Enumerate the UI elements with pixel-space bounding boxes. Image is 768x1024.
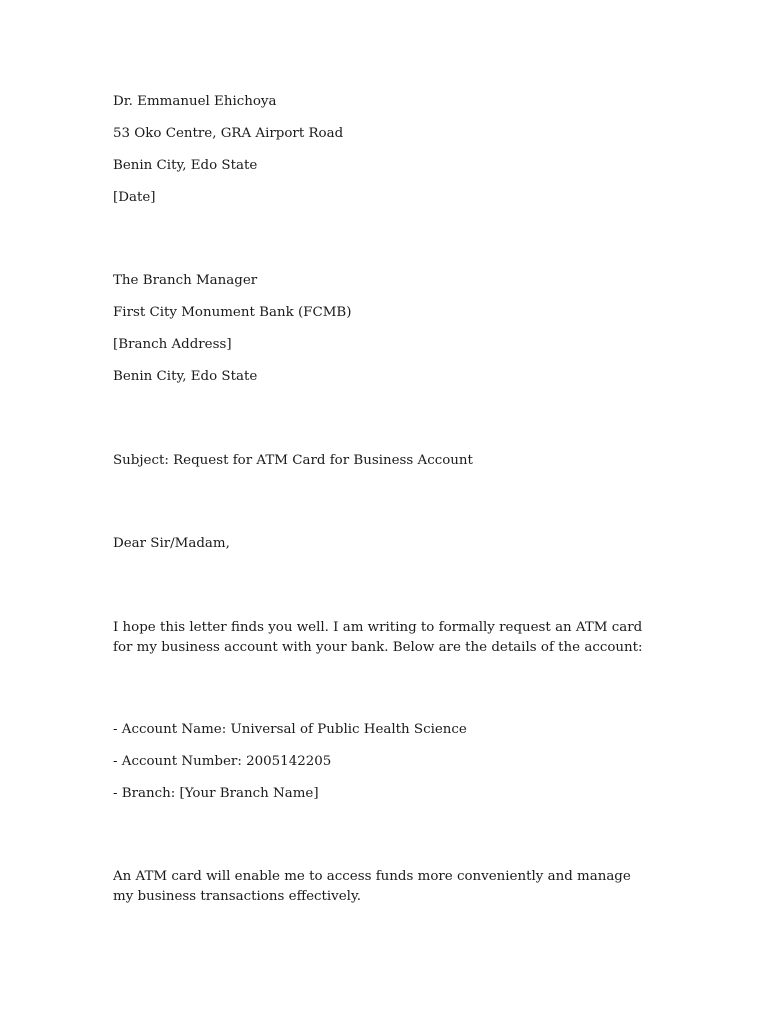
recipient-title: The Branch Manager <box>113 273 258 288</box>
recipient-address: [Branch Address] <box>113 337 232 352</box>
sender-address-line1: 53 Oko Centre, GRA Airport Road <box>113 126 344 141</box>
sender-name: Dr. Emmanuel Ehichoya <box>113 94 277 109</box>
letter-subject: Subject: Request for ATM Card for Business Account <box>113 453 473 468</box>
body-closing-paragraph: An ATM card will enable me to access funds more conveniently and manage my business transactions effectively. <box>113 869 631 904</box>
body-intro-paragraph: I hope this letter finds you well. I am writing to formally request an ATM card for my business account with your bank. Below are the details of the account: <box>113 620 643 655</box>
sender-address-line2: Benin City, Edo State <box>113 158 258 173</box>
letter-salutation: Dear Sir/Madam, <box>113 536 230 551</box>
detail-account-name: - Account Name: Universal of Public Health Science <box>113 722 467 737</box>
letter-date: [Date] <box>113 190 156 205</box>
recipient-city: Benin City, Edo State <box>113 369 258 384</box>
recipient-bank: First City Monument Bank (FCMB) <box>113 305 352 320</box>
detail-branch: - Branch: [Your Branch Name] <box>113 786 319 801</box>
detail-account-number: - Account Number: 2005142205 <box>113 754 332 769</box>
